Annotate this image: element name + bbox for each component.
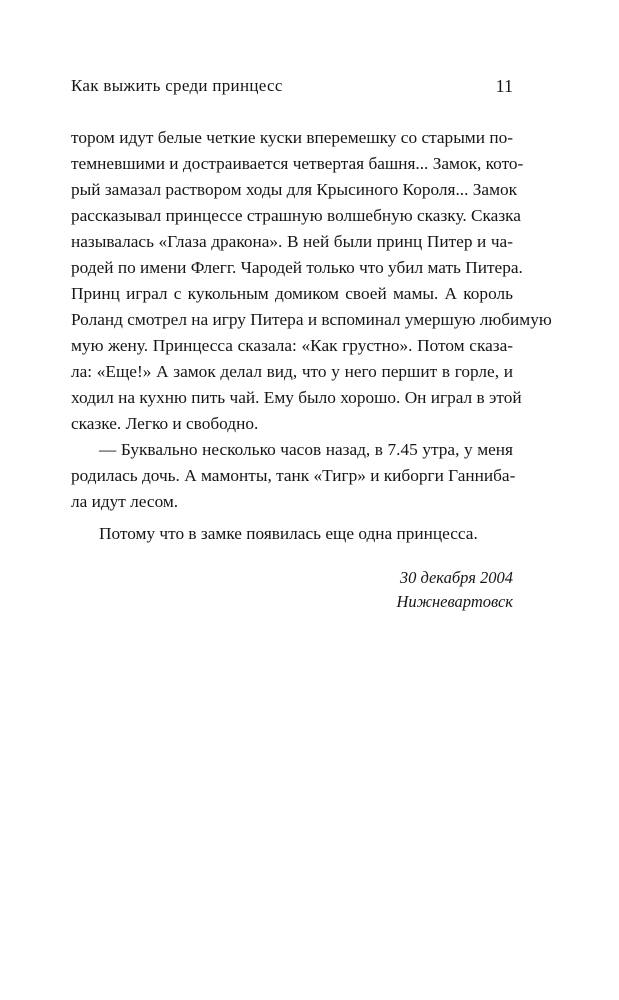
text-line: ла: «Еще!» А замок делал вид, что у него першит в горле, и — [71, 362, 513, 381]
text-line: называлась «Глаза дракона». В ней были принц Питер и ча- — [71, 232, 513, 251]
running-title: Как выжить среди принцесс — [71, 76, 283, 95]
text-line: — Буквально несколько часов назад, в 7.45 утра, у меня — [99, 440, 513, 459]
text-line: рассказывал принцессе страшную волшебную сказку. Сказка — [71, 206, 521, 225]
signoff-place: Нижневартовск — [396, 592, 513, 611]
text-line: ла идут лесом. — [71, 492, 179, 511]
text-line: Принц играл с кукольным домиком своей мамы. А король — [71, 284, 513, 303]
text-line: мую жену. Принцесса сказала: «Как грустно». Потом сказа- — [71, 336, 513, 355]
text-line: рый замазал раствором ходы для Крысиного Короля... Замок — [71, 180, 518, 199]
page-number: 11 — [495, 76, 513, 96]
text-line: Потому что в замке появилась еще одна принцесса. — [99, 524, 478, 543]
text-line: Роланд смотрел на игру Питера и вспоминал умершую любимую — [71, 310, 552, 329]
text-line: родилась дочь. А мамонты, танк «Тигр» и киборги Ганниба- — [71, 466, 516, 485]
text-line: тором идут белые четкие куски вперемешку со старыми по- — [71, 128, 513, 147]
text-line: сказке. Легко и свободно. — [71, 414, 259, 433]
text-line: ходил на кухню пить чай. Ему было хорошо. Он играл в этой — [71, 388, 522, 407]
text-line: темневшими и достраивается четвертая башня... Замок, кото- — [71, 154, 524, 173]
text-line: родей по имени Флегг. Чародей только что убил мать Питера. — [71, 258, 523, 277]
signoff-date: 30 декабря 2004 — [399, 568, 513, 587]
